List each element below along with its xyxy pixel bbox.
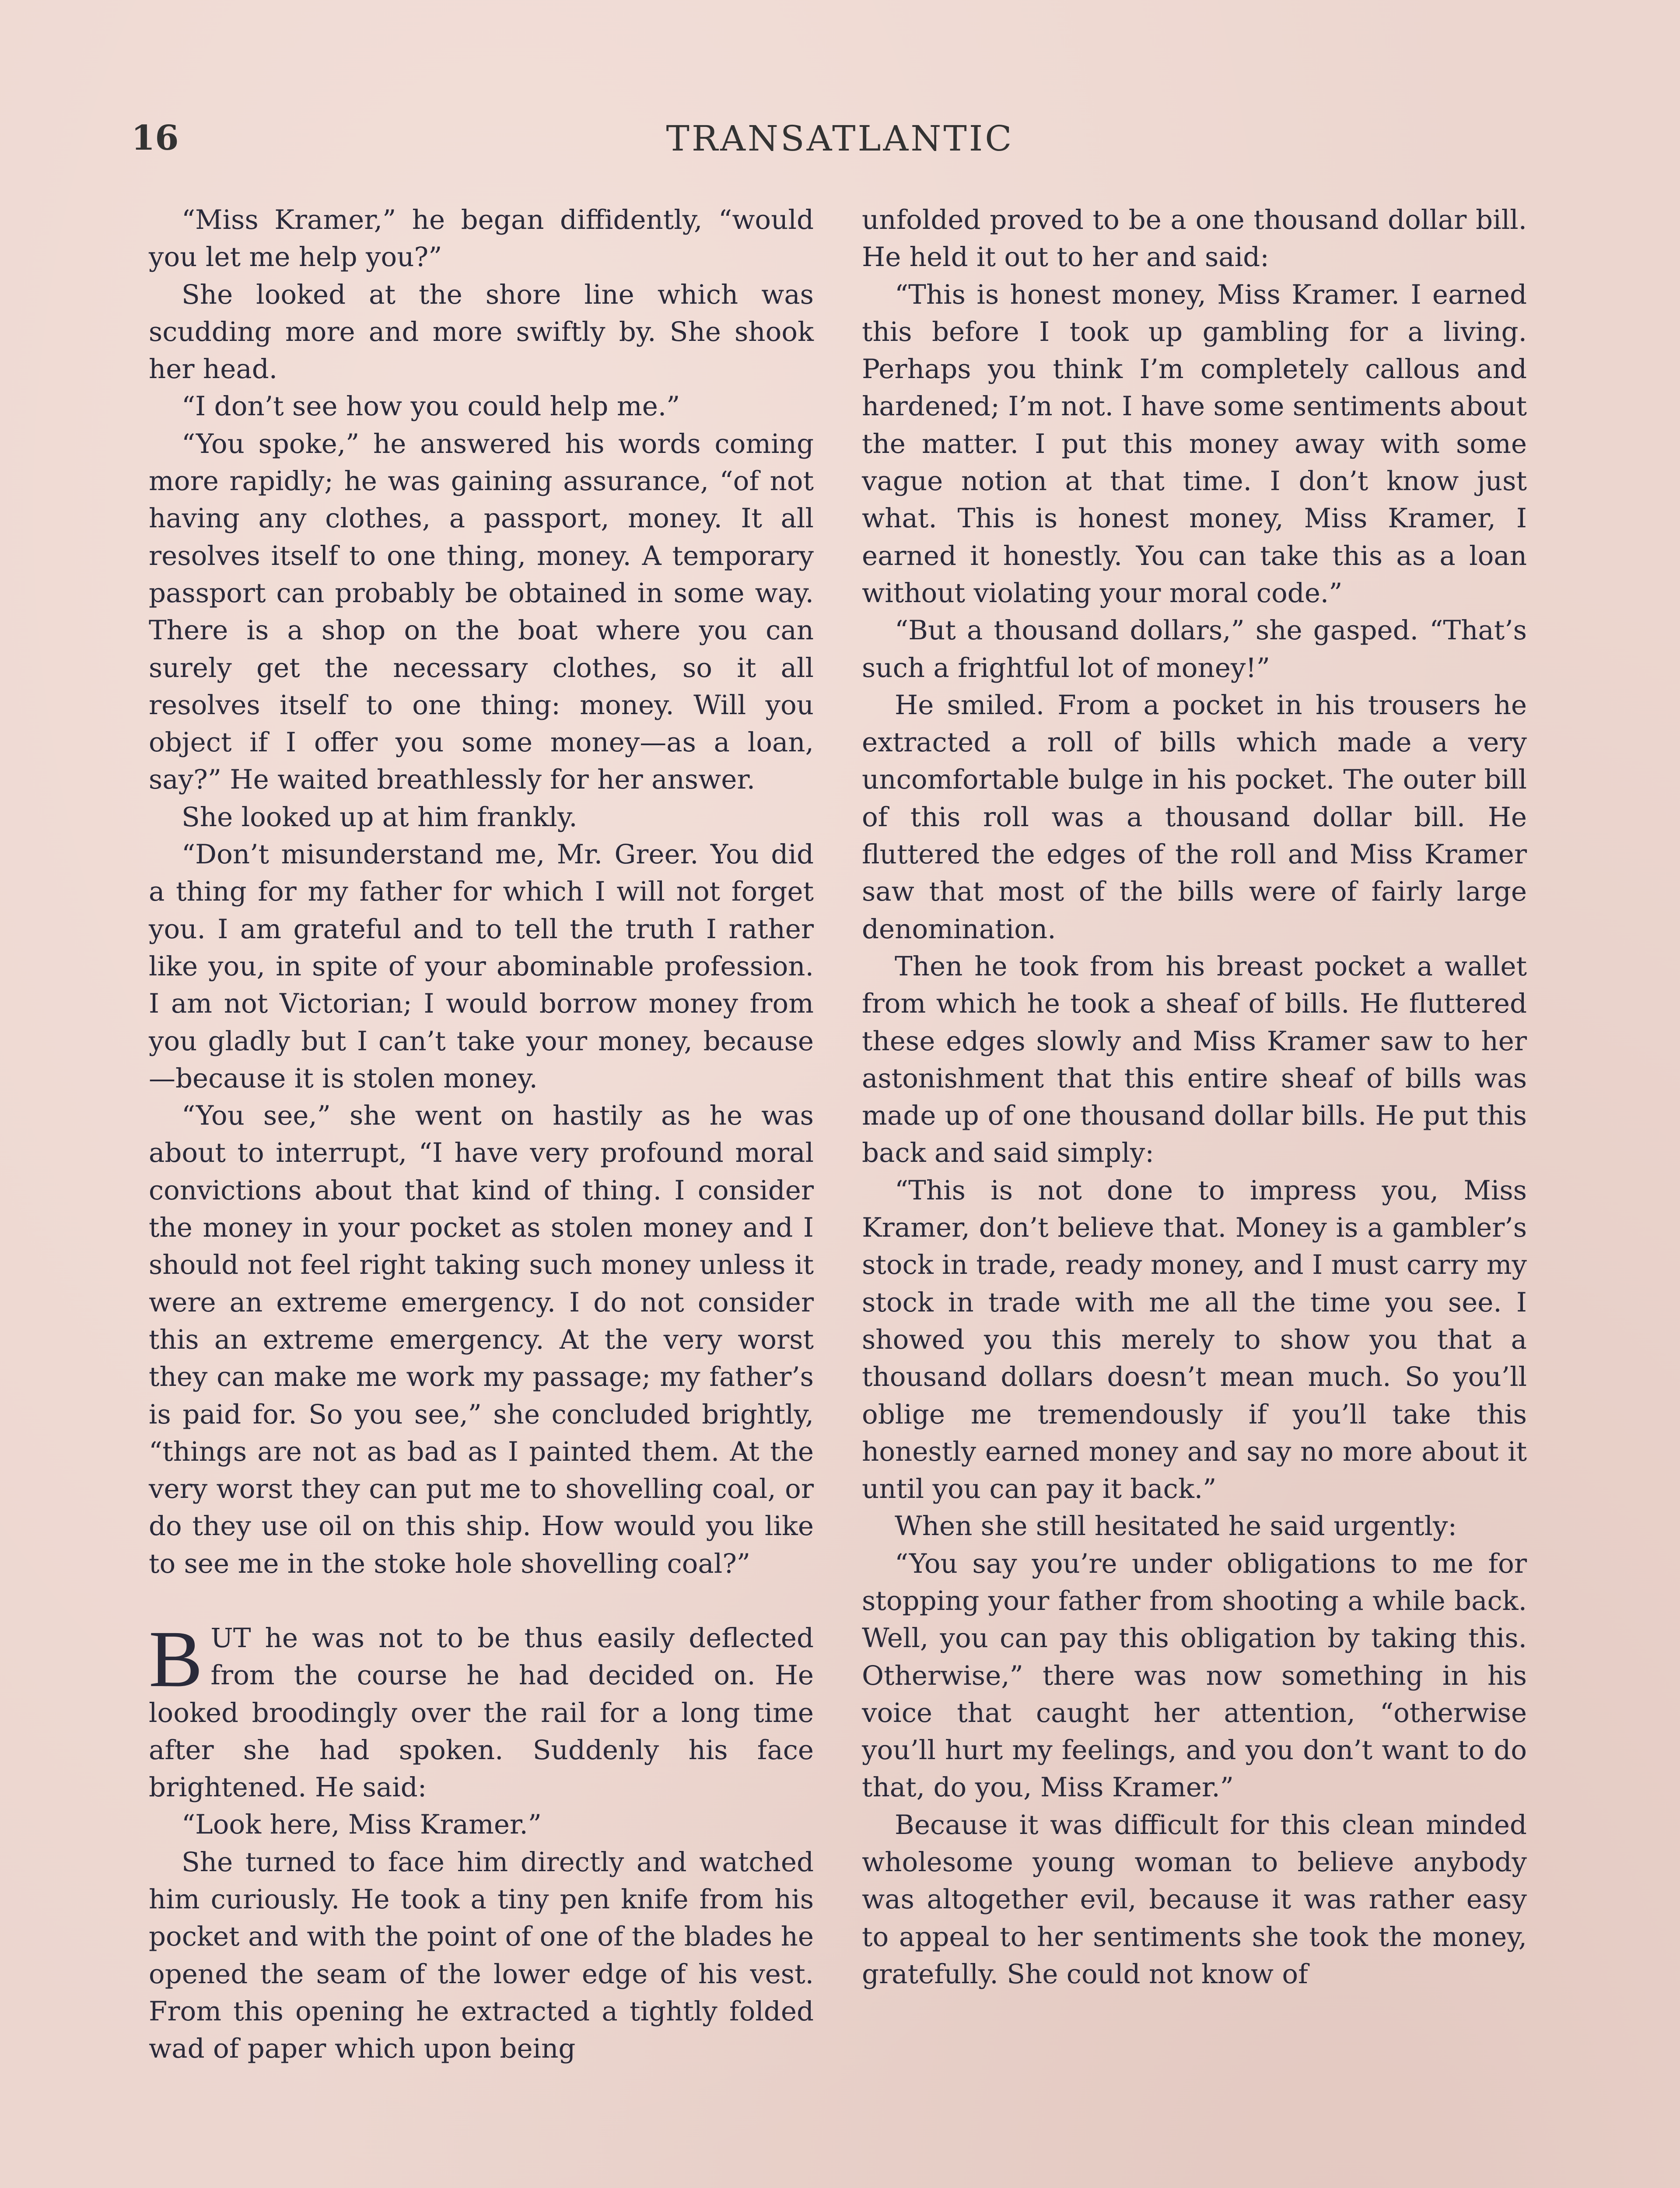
paragraph: “I don’t see how you could help me.” bbox=[182, 391, 680, 422]
paragraph: “You say you’re under obligations to me for stopping your father from shooting a while back. Well, you can pay this obligation by taking this. Otherwise,” there was now something in his voice that caught her attention, “otherwise you’ll hurt my feelings, and you don’t want to do that, do you, Miss Kramer.” bbox=[862, 1548, 1527, 1803]
right-column bbox=[862, 201, 1527, 1993]
paragraph: “This is not done to impress you, Miss Kramer, don’t believe that. Money is a gambler’s stock in trade, ready money, and I must carry my stock in trade with me all the time you see. I showed you this merely to show you that a thousand dollars doesn’t mean much. So you’ll oblige me tremendously if you’ll take this honestly earned money and say no more about it until you can pay it back.” bbox=[862, 1175, 1527, 1505]
paragraph: Then he took from his breast pocket a wallet from which he took a sheaf of bills. He fluttered these edges slowly and Miss Kramer saw to her astonishment that this entire sheaf of bills was made up of one thousand dollar bills. He put this back and said simply: bbox=[862, 950, 1527, 1169]
paragraph: She looked up at him frankly. bbox=[182, 801, 578, 833]
paragraph: He smiled. From a pocket in his trousers he extracted a roll of bills which made a very uncomfortable bulge in his pocket. The outer bill of this roll was a thousand dollar bill. He fluttered the edges of the roll and Miss Kramer saw that most of the bills were of fairly large denomination. bbox=[862, 689, 1527, 945]
section-opening-paragraph bbox=[149, 1614, 814, 1806]
drop-cap: B bbox=[149, 1614, 203, 1704]
page-header bbox=[131, 109, 1549, 166]
running-title: TRANSATLANTIC bbox=[666, 118, 1014, 159]
continued-paragraph: unfolded proved to be a one thousand dollar bill. He held it out to her and said: bbox=[862, 204, 1527, 273]
page-number: 16 bbox=[131, 118, 179, 158]
paragraph: She turned to face him directly and watched him curiously. He took a tiny pen knife from his pocket and with the point of one of the blades he opened the seam of the lower edge of his vest. From this opening he extracted a tightly folded wad of paper which upon being bbox=[149, 1846, 814, 2065]
paragraph: “This is honest money, Miss Kramer. I earned this before I took up gambling for a living. Perhaps you think I’m completely callous and hardened; I’m not. I have some sentiments about the matter. I put this money away with some vague notion at that time. I don’t know just what. This is honest money, Miss Kramer, I earned it honestly. You can take this as a loan without violating your moral code.” bbox=[862, 279, 1527, 609]
paragraph: “Look here, Miss Kramer.” bbox=[182, 1809, 542, 1841]
section-break-space bbox=[149, 1582, 814, 1620]
paragraph: When she still hesitated he said urgently: bbox=[895, 1511, 1457, 1542]
left-column bbox=[149, 201, 814, 2068]
paragraph: “You spoke,” he answered his words coming more rapidly; he was gaining assurance, “of not having any clothes, a passport, money. It all resolves itself to one thing, money. A temporary passport can probably be obtained in some way. There is a shop on the boat where you can surely get the necessary clothes, so it all resolves itself to one thing: money. Will you object if I offer you some money—as a loan, say?” He waited breathlessly for her answer. bbox=[149, 428, 814, 796]
section-opening-text: UT he was not to be thus easily deflected from the course he had decided on. He looked broodingly over the rail for a long time after she had spoken. Suddenly his face brightened. He said: bbox=[149, 1622, 814, 1803]
paragraph: “Miss Kramer,” he began diffidently, “would you let me help you?” bbox=[149, 204, 814, 273]
paragraph: She looked at the shore line which was scudding more and more swiftly by. She shook her head. bbox=[149, 279, 814, 385]
paragraph: Because it was difficult for this clean minded wholesome young woman to believe anybody was altogether evil, because it was rather easy to appeal to her sentiments she took the money, gratefully. She could not know of bbox=[862, 1809, 1527, 1990]
paragraph: “You see,” she went on hastily as he was about to interrupt, “I have very profound moral convictions about that kind of thing. I consider the money in your pocket as stolen money and I should not feel right taking such money unless it were an extreme emergency. I do not consider this an extreme emergency. At the very worst they can make me work my passage; my father’s is paid for. So you see,” she concluded brightly, “things are not as bad as I painted them. At the very worst they can put me to shovelling coal, or do they use oil on this ship. How would you like to see me in the stoke hole shovelling coal?” bbox=[149, 1100, 814, 1579]
paragraph: “But a thousand dollars,” she gasped. “That’s such a frightful lot of money!” bbox=[862, 615, 1527, 684]
paragraph: “Don’t misunderstand me, Mr. Greer. You did a thing for my father for which I will not forget you. I am grateful and to tell the truth I rather like you, in spite of your abominable profession. I am not Victorian; I would borrow money from you gladly but I can’t take your money, because—because it is stolen money. bbox=[149, 839, 814, 1094]
